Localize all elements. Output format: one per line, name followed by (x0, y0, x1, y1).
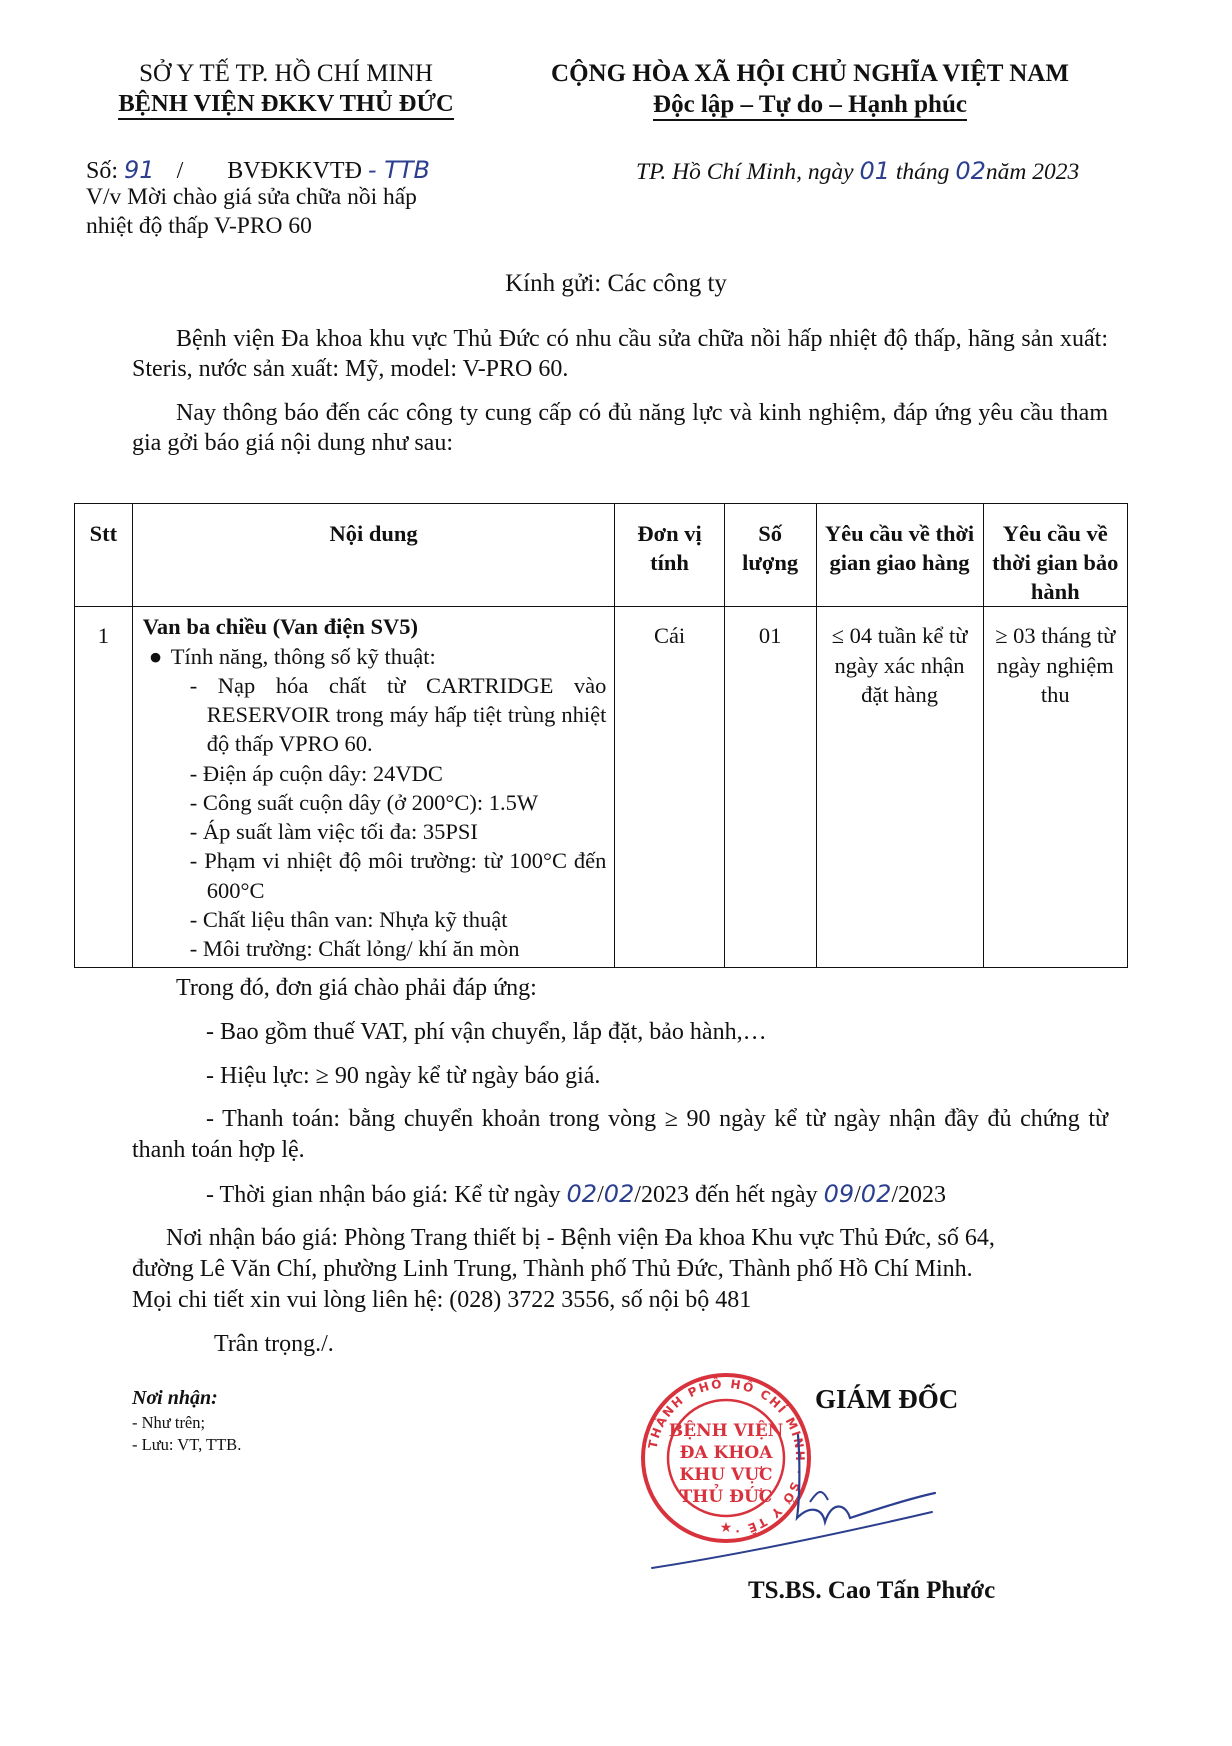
handwritten-to-month: 02 (860, 1180, 892, 1208)
signer-name: TS.BS. Cao Tấn Phước (748, 1577, 996, 1604)
cell-delivery: ≤ 04 tuần kể từ ngày xác nhận đặt hàng (816, 607, 983, 968)
stamp-line: KHU VỰC (679, 1465, 773, 1485)
header-left (86, 58, 486, 120)
subject: V/v Mời chào giá sửa chữa nồi hấp nhiệt độ thấp V-PRO 60 (86, 184, 417, 240)
term-receipt-period: - Thời gian nhận báo giá: Kể từ ngày 02/02/2023 đến hết ngày 09/02/2023 (206, 1180, 947, 1208)
cell-stt: 1 (75, 607, 133, 968)
header-content: Nội dung (132, 504, 615, 607)
term-vat: - Bao gồm thuế VAT, phí vận chuyển, lắp đặt, bảo hành,… (206, 1019, 767, 1045)
contact-line: Mọi chi tiết xin vui lòng liên hệ: (028) 3722 3556, số nội bộ 481 (132, 1287, 752, 1313)
motto: Độc lập – Tự do – Hạnh phúc (520, 89, 1100, 120)
header-unit: Đơn vị tính (615, 504, 724, 607)
terms-intro: Trong đó, đơn giá chào phải đáp ứng: (176, 975, 537, 1001)
header-right (520, 58, 1100, 121)
header-delivery: Yêu cầu về thời gian giao hàng (816, 504, 983, 607)
header-warranty: Yêu cầu về thời gian bảo hành (983, 504, 1127, 607)
header-stt: Stt (75, 504, 133, 607)
list-item: - Áp suất làm việc tối đa: 35PSI (189, 819, 478, 845)
item-bullet: ● Tính năng, thông số kỹ thuật: (143, 642, 607, 671)
term-validity: - Hiệu lực: ≥ 90 ngày kể từ ngày báo giá. (206, 1063, 601, 1089)
list-item: - Chất liệu thân van: Nhựa kỹ thuật (189, 906, 508, 932)
table-row (75, 607, 1128, 968)
handwritten-suffix: - TTB (367, 156, 430, 184)
list-item: - Phạm vi nhiệt độ môi trường: từ 100°C đến 600°C (189, 848, 607, 903)
greeting: Kính gửi: Các công ty (505, 270, 727, 297)
cell-qty: 01 (724, 607, 816, 968)
date-line: TP. Hồ Chí Minh, ngày 01 tháng 02năm 2023 (636, 157, 1080, 185)
recipients-title: Nơi nhận: (132, 1387, 218, 1409)
stamp-line: THỦ ĐỨC (679, 1487, 773, 1507)
item-title: Van ba chiều (Van điện SV5) (142, 614, 419, 640)
recipients (132, 1386, 241, 1455)
stamp-star-icon: ★ (719, 1521, 733, 1536)
reference-number: Số: 91 / BVĐKKVTĐ - TTB (86, 156, 430, 184)
department-name: SỞ Y TẾ TP. HỒ CHÍ MINH (139, 60, 433, 87)
term-payment: - Thanh toán: bằng chuyển khoản trong vòng ≥ 90 ngày kể từ ngày nhận đầy đủ chứng từ thanh toán hợp lệ. (132, 1106, 1108, 1163)
spec-list (143, 671, 607, 964)
list-item: - Điện áp cuộn dây: 24VDC (189, 760, 443, 786)
stamp-ring-text: THÀNH PHỐ HỒ CHÍ MINH · SỞ Y TẾ · (645, 1376, 808, 1539)
list-item: - Nạp hóa chất từ CARTRIDGE vào RESERVOIR trong máy hấp tiệt trùng nhiệt độ thấp VPRO 60. (189, 672, 607, 757)
country-name: CỘNG HÒA XÃ HỘI CHỦ NGHĨA VIỆT NAM (551, 60, 1069, 87)
handwritten-from-month: 02 (603, 1180, 635, 1208)
bullet-dot-icon: ● (148, 643, 163, 669)
address-line: Nơi nhận báo giá: Phòng Trang thiết bị - Bệnh viện Đa khoa Khu vực Thủ Đức, số 64, (166, 1225, 995, 1251)
recipient-item: - Lưu: VT, TTB. (132, 1435, 242, 1454)
handwritten-from-day: 02 (566, 1180, 598, 1208)
list-item: - Môi trường: Chất lỏng/ khí ăn mòn (189, 936, 520, 962)
signature-scribble-icon (650, 1400, 940, 1580)
closing: Trân trọng./. (214, 1331, 334, 1357)
signer-title: GIÁM ĐỐC (815, 1384, 959, 1414)
recipient-item: - Như trên; (132, 1413, 206, 1432)
requirements-table (74, 503, 1128, 968)
cell-unit: Cái (615, 607, 724, 968)
paragraph-notice: Nay thông báo đến các công ty cung cấp có đủ năng lực và kinh nghiệm, đáp ứng yêu cầu tham gia gởi báo giá nội dung như sau: (132, 400, 1108, 456)
cell-warranty: ≥ 03 tháng từ ngày nghiệm thu (983, 607, 1127, 968)
header-qty: Số lượng (724, 504, 816, 607)
handwritten-to-day: 09 (823, 1180, 855, 1208)
handwritten-number: 91 (124, 156, 155, 184)
list-item: - Công suất cuộn dây (ở 200°C): 1.5W (189, 789, 539, 815)
address-block (132, 1223, 1122, 1316)
handwritten-day: 01 (859, 157, 891, 185)
stamp-line: ĐA KHOA (679, 1443, 773, 1463)
handwritten-month: 02 (955, 157, 986, 185)
address-line: đường Lê Văn Chí, phường Linh Trung, Thành phố Thủ Đức, Thành phố Hồ Chí Minh. (132, 1256, 973, 1282)
stamp-line: BỆNH VIỆN (668, 1421, 784, 1441)
cell-content (132, 607, 615, 968)
hospital-name: BỆNH VIỆN ĐKKV THỦ ĐỨC (86, 89, 486, 120)
paragraph-intro: Bệnh viện Đa khoa khu vực Thủ Đức có nhu cầu sửa chữa nồi hấp nhiệt độ thấp, hãng sản xuất: Steris, nước sản xuất: Mỹ, model: V-PRO 60. (132, 326, 1108, 382)
